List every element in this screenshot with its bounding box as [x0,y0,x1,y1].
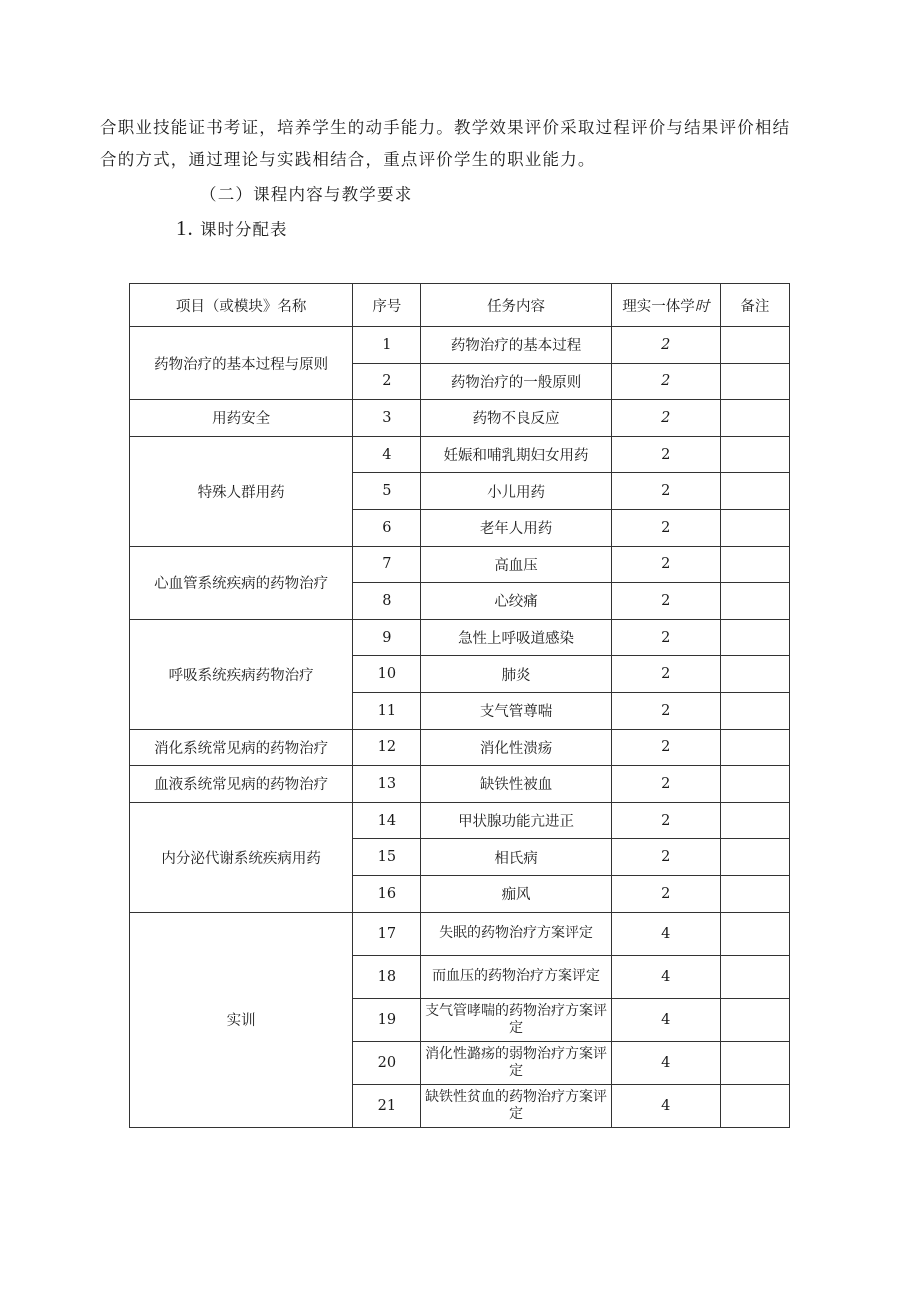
module-name: 血液系统常见病的药物治疗 [130,766,353,803]
row-task: 支气管尊喘 [421,692,611,729]
row-hours: 2 [611,729,720,766]
row-hours: 2 [611,656,720,693]
row-note [720,912,789,955]
section-heading: （二）课程内容与教学要求 [200,185,413,204]
row-number: 21 [353,1084,421,1127]
row-note [720,509,789,546]
row-task: 支气管哮喘的药物治疗方案评定 [421,998,611,1041]
row-task: 相氏病 [421,839,611,876]
subsection-heading [176,216,288,241]
table-row [130,729,790,766]
row-hours: 4 [611,955,720,998]
table-row [130,619,790,656]
row-note [720,1041,789,1084]
row-task: 小儿用药 [421,473,611,510]
table-row [130,327,790,364]
row-number: 10 [353,656,421,693]
row-note [720,1084,789,1127]
module-name: 消化系统常见病的药物治疗 [130,729,353,766]
row-hours: 2 [611,363,720,400]
module-name: 心血管系统疾病的药物治疗 [130,546,353,619]
row-number: 5 [353,473,421,510]
row-hours: 2 [611,839,720,876]
row-number: 7 [353,546,421,583]
row-hours: 2 [611,692,720,729]
row-task: 急性上呼吸道感染 [421,619,611,656]
row-task: 高血压 [421,546,611,583]
row-note [720,955,789,998]
header-note: 备注 [720,284,789,327]
row-hours: 2 [611,802,720,839]
row-note [720,692,789,729]
module-name: 特殊人群用药 [130,436,353,546]
row-note [720,839,789,876]
body-paragraph-line-1: 合职业技能证书考证，培养学生的动手能力。教学效果评价采取过程评价与结果评价相结 [100,118,791,137]
row-hours: 2 [611,400,720,437]
table-row [130,912,790,955]
row-number: 18 [353,955,421,998]
row-task: 失眠的药物治疗方案评定 [421,912,611,955]
row-note [720,363,789,400]
row-note [720,656,789,693]
row-number: 12 [353,729,421,766]
header-task: 任务内容 [421,284,611,327]
row-number: 19 [353,998,421,1041]
subsection-title: 课时分配表 [200,220,288,239]
row-task: 痂风 [421,875,611,912]
row-task: 缺铁性贫血的药物治疗方案评定 [421,1084,611,1127]
row-task: 药物不良反应 [421,400,611,437]
row-task: 消化性溃疡 [421,729,611,766]
row-hours: 2 [611,766,720,803]
row-note [720,766,789,803]
row-number: 6 [353,509,421,546]
header-hours [611,284,720,327]
row-note [720,998,789,1041]
module-name: 用药安全 [130,400,353,437]
header-hours-suffix: 时 [694,298,710,315]
body-paragraph-line-2: 合的方式，通过理论与实践相结合，重点评价学生的职业能力。 [100,150,596,169]
row-number: 11 [353,692,421,729]
row-number: 16 [353,875,421,912]
row-hours: 2 [611,875,720,912]
table-row [130,766,790,803]
row-hours: 4 [611,1084,720,1127]
row-hours: 2 [611,583,720,620]
row-hours: 2 [611,473,720,510]
row-note [720,436,789,473]
row-number: 13 [353,766,421,803]
module-name: 药物治疗的基本过程与原则 [130,327,353,400]
row-number: 4 [353,436,421,473]
row-hours: 2 [611,509,720,546]
subsection-number: 1. [176,216,194,240]
row-note [720,546,789,583]
row-task: 甲状腺功能亢进正 [421,802,611,839]
row-number: 15 [353,839,421,876]
table-row [130,546,790,583]
row-note [720,875,789,912]
row-note [720,619,789,656]
row-note [720,327,789,364]
row-number: 2 [353,363,421,400]
row-task: 药物治疗的基本过程 [421,327,611,364]
row-note [720,400,789,437]
table-row [130,436,790,473]
header-hours-prefix: 理实一体学 [622,298,695,315]
row-number: 1 [353,327,421,364]
row-hours: 4 [611,998,720,1041]
row-note [720,583,789,620]
header-module: 项目（或模块》名称 [130,284,353,327]
row-task: 缺铁性被血 [421,766,611,803]
class-hours-table [129,283,790,1128]
row-note [720,473,789,510]
row-task: 消化性潞疡的弱物治疗方案评定 [421,1041,611,1084]
row-task: 肺炎 [421,656,611,693]
row-note [720,729,789,766]
module-name: 呼吸系统疾病药物治疗 [130,619,353,729]
row-hours: 2 [611,546,720,583]
row-hours: 2 [611,436,720,473]
table-row [130,802,790,839]
row-number: 3 [353,400,421,437]
table-row [130,400,790,437]
row-hours: 2 [611,327,720,364]
row-number: 8 [353,583,421,620]
row-task: 妊娠和哺乳期妇女用药 [421,436,611,473]
table-header-row [130,284,790,327]
row-hours: 4 [611,1041,720,1084]
row-task: 药物治疗的一般原则 [421,363,611,400]
row-task: 老年人用药 [421,509,611,546]
row-number: 9 [353,619,421,656]
module-name: 实训 [130,912,353,1127]
row-number: 17 [353,912,421,955]
row-note [720,802,789,839]
row-hours: 2 [611,619,720,656]
module-name: 内分泌代谢系统疾病用药 [130,802,353,912]
row-hours: 4 [611,912,720,955]
row-task: 而血压的药物治疗方案评定 [421,955,611,998]
row-task: 心绞痛 [421,583,611,620]
row-number: 14 [353,802,421,839]
header-number: 序号 [353,284,421,327]
row-number: 20 [353,1041,421,1084]
